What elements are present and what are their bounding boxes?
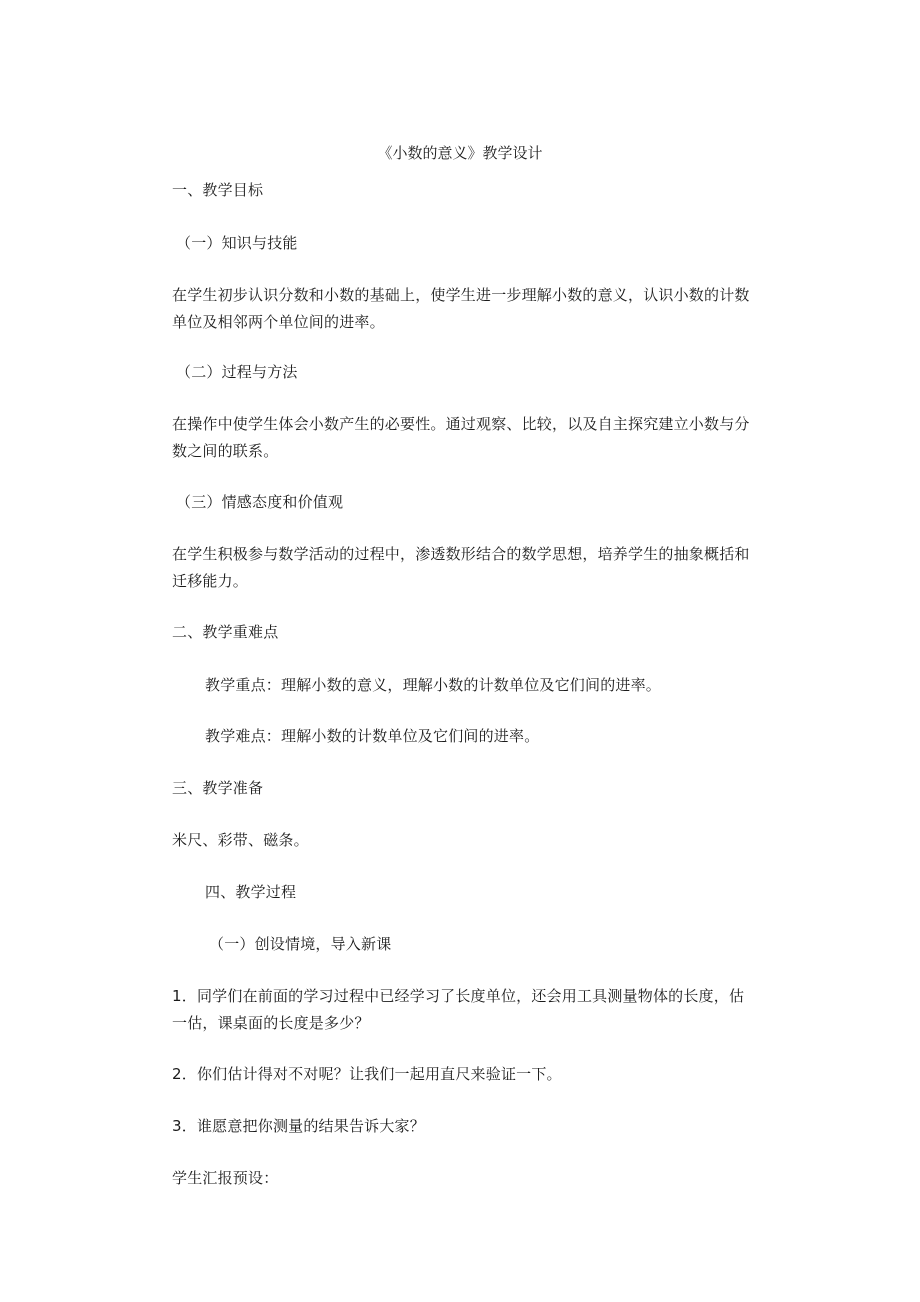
student-report-label: 学生汇报预设： — [172, 1169, 279, 1187]
difficult-point-text: 教学难点：理解小数的计数单位及它们间的进率。 — [205, 727, 540, 745]
key-point-text: 教学重点：理解小数的意义，理解小数的计数单位及它们间的进率。 — [205, 676, 662, 694]
list-item-3: 3．谁愿意把你测量的结果告诉大家？ — [172, 1117, 425, 1135]
list-item-1-line1: 1．同学们在前面的学习过程中已经学习了长度单位，还会用工具测量物体的长度，估 — [172, 987, 745, 1005]
paragraph-attitude-line2: 迁移能力。 — [172, 572, 249, 590]
paragraph-process-line1: 在操作中使学生体会小数产生的必要性。通过观察、比较，以及自主探究建立小数与分 — [172, 415, 750, 433]
paragraph-process-line2: 数之间的联系。 — [172, 442, 279, 460]
paragraph-attitude-line1: 在学生积极参与数学活动的过程中，渗透数形结合的数学思想，培养学生的抽象概括和 — [172, 545, 750, 563]
list-item-2: 2．你们估计得对不对呢？让我们一起用直尺来验证一下。 — [172, 1065, 562, 1083]
paragraph-knowledge-line1: 在学生初步认识分数和小数的基础上，使学生进一步理解小数的意义，认识小数的计数 — [172, 286, 750, 304]
section-heading-process: 四、教学过程 — [205, 883, 297, 901]
list-item-1-line2: 一估，课桌面的长度是多少？ — [172, 1014, 370, 1032]
document-title: 《小数的意义》教学设计 — [377, 144, 543, 162]
materials-text: 米尺、彩带、磁条。 — [172, 831, 309, 849]
subheading-create-context: （一）创设情境，导入新课 — [209, 935, 392, 953]
subheading-process-method: （二）过程与方法 — [176, 363, 298, 381]
subheading-knowledge-skills: （一）知识与技能 — [176, 234, 298, 252]
section-heading-key-difficult: 二、教学重难点 — [172, 623, 279, 641]
section-heading-objectives: 一、教学目标 — [172, 181, 264, 199]
subheading-attitude-values: （三）情感态度和价值观 — [176, 493, 344, 511]
paragraph-knowledge-line2: 单位及相邻两个单位间的进率。 — [172, 313, 385, 331]
section-heading-preparation: 三、教学准备 — [172, 779, 264, 797]
